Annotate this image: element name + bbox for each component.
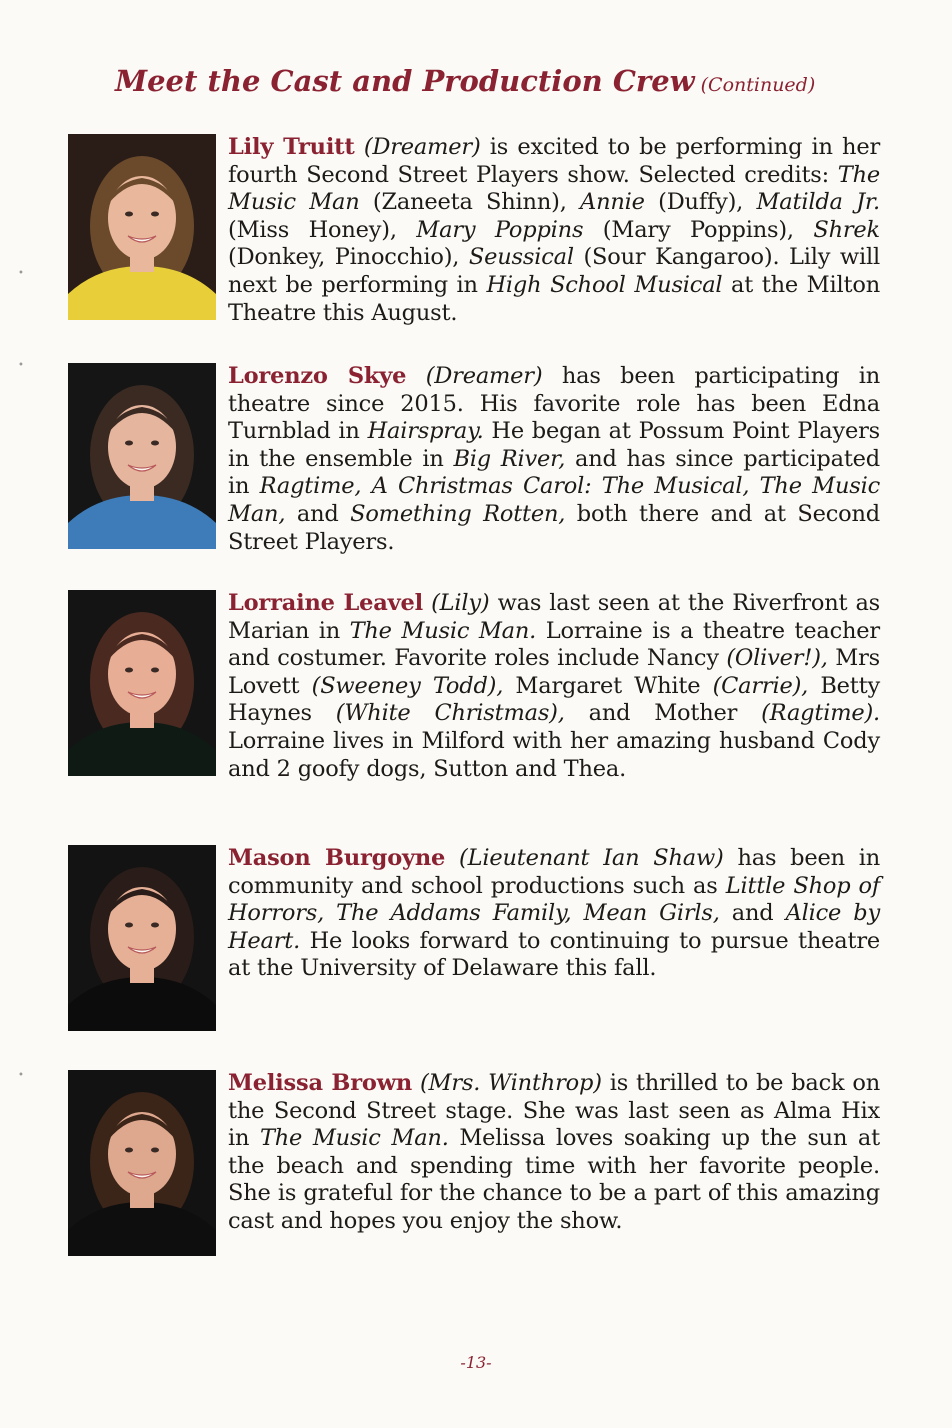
show-title: Hairspray.	[367, 418, 484, 445]
bio-text: at the Milton Theatre this August.	[228, 271, 880, 326]
show-title: Something Rotten,	[350, 500, 566, 527]
show-title: Alice by Heart.	[228, 900, 880, 954]
cast-entry	[68, 845, 880, 1035]
page-title-text: Meet the Cast and Production Crew	[115, 64, 695, 98]
page-number: -13-	[460, 1353, 492, 1372]
show-title: High School Musical	[486, 271, 723, 298]
bio-text: Betty Haynes	[228, 672, 880, 727]
scan-mark: •	[18, 1070, 24, 1081]
show-title: (Ragtime).	[761, 700, 880, 727]
cast-name: Lorraine Leavel	[228, 590, 423, 616]
cast-name: Lily Truitt	[228, 134, 355, 160]
bio-text: He began at Possum Point Players in the ensemble in	[228, 418, 880, 472]
bio-text: (Mary Poppins),	[583, 216, 814, 243]
cast-entry	[68, 590, 880, 783]
show-title: (Oliver!),	[726, 645, 828, 672]
bio-text: and has since participated in	[228, 445, 880, 500]
headshot-photo	[68, 363, 216, 549]
bio-text: (Zaneeta Shinn),	[359, 189, 581, 216]
bio-text: is excited to be performing in her fourth Second Street Players show. Selected credits:	[228, 134, 881, 188]
page-title-note: (Continued)	[700, 74, 816, 96]
scan-mark: •	[18, 268, 24, 279]
show-title: (Carrie),	[712, 672, 809, 699]
bio-text: (Sour Kangaroo). Lily will next be performing in	[228, 244, 880, 298]
bio-text: Lorraine is a theatre teacher and costumer. Favorite roles include Nancy	[228, 617, 880, 672]
bio-text: Melissa loves soaking up the sun at the beach and spending time with her favorite people. She is grateful for the chance to be a part of this amazing cast and hopes you enjoy the show.	[228, 1125, 880, 1234]
cast-role: (Dreamer)	[425, 363, 543, 389]
cast-entry	[68, 134, 880, 327]
cast-entry	[68, 363, 880, 556]
bio-text: Margaret White	[503, 672, 713, 699]
headshot-photo	[68, 1070, 216, 1256]
show-title: The Music Man.	[349, 617, 537, 644]
bio-text: and Mother	[564, 700, 762, 727]
show-title: Mary Poppins	[416, 216, 584, 243]
show-title: Ragtime, A Christmas Carol: The Musical, The Music Man,	[228, 473, 880, 527]
bio-text: (Donkey, Pinocchio),	[228, 244, 469, 271]
cast-name: Lorenzo Skye	[228, 363, 407, 389]
bio-text: both there and at Second Street Players.	[228, 500, 880, 555]
cast-role: (Lieutenant Ian Shaw)	[459, 845, 724, 871]
cast-name: Mason Burgoyne	[228, 845, 446, 871]
bio-text: He looks forward to continuing to pursue theatre at the University of Delaware this fall.	[228, 927, 880, 982]
cast-entry	[68, 1070, 880, 1260]
scan-mark: •	[18, 360, 24, 371]
bio-text: (Miss Honey),	[228, 216, 417, 243]
show-title: Annie	[580, 189, 645, 216]
page-title	[115, 64, 915, 98]
bio-text: and	[719, 900, 786, 927]
headshot-photo	[68, 845, 216, 1031]
headshot-photo	[68, 590, 216, 776]
cast-name: Melissa Brown	[228, 1070, 413, 1096]
cast-role: (Lily)	[431, 590, 490, 616]
bio-text: and	[285, 500, 351, 527]
bio-text: has been participating in theatre since 2015. His favorite role has been Edna Turnblad in	[228, 363, 880, 445]
show-title: Seussical	[468, 244, 574, 271]
show-title: (Sweeney Todd),	[311, 672, 504, 699]
bio-text: Mrs Lovett	[228, 645, 880, 699]
show-title: The Music Man	[228, 161, 880, 216]
bio-text: was last seen at the Riverfront as Marian in	[228, 590, 881, 644]
cast-role: (Dreamer)	[363, 134, 481, 160]
show-title: Little Shop of Horrors, The Addams Family, Mean Girls,	[228, 872, 881, 927]
show-title: Shrek	[813, 216, 880, 243]
bio-text: (Duffy),	[644, 189, 757, 216]
show-title: Big River,	[453, 445, 566, 472]
bio-text: has been in community and school productions such as	[228, 845, 880, 899]
bio-text: is thrilled to be back on the Second Street stage. She was last seen as Alma Hix in	[228, 1070, 880, 1152]
show-title: (White Christmas),	[335, 700, 565, 727]
show-title: Matilda Jr.	[756, 189, 880, 216]
bio-text: Lorraine lives in Milford with her amazing husband Cody and 2 goofy dogs, Sutton and Thea.	[228, 727, 880, 782]
show-title: The Music Man.	[259, 1125, 449, 1152]
cast-role: (Mrs. Winthrop)	[419, 1070, 602, 1096]
headshot-photo	[68, 134, 216, 320]
